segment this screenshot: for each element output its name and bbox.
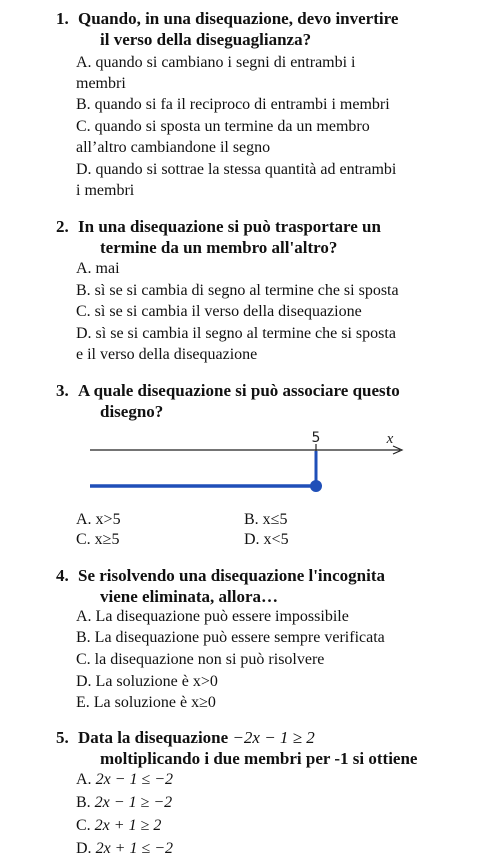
- question-1-option: D. quando si sottrae la stessa quantità ad entrambi: [76, 161, 397, 178]
- question-number: 2.: [56, 217, 69, 236]
- question-text-line: A quale disequazione si può associare questo: [78, 381, 400, 400]
- question-number: 5.: [56, 728, 69, 747]
- question-5-option: [76, 793, 172, 813]
- axis-label: x: [386, 431, 394, 447]
- question-number: 1.: [56, 9, 69, 28]
- question-text-line: il verso della diseguaglianza?: [100, 30, 312, 49]
- question-3-option-b: B. x≤5: [244, 511, 288, 528]
- question-4-option: A. La disequazione può essere impossibile: [76, 608, 349, 625]
- question-text-line: Data la disequazione: [78, 728, 233, 747]
- question-5-title: [56, 727, 493, 769]
- closed-endpoint-dot: [310, 480, 322, 492]
- question-text-line: disegno?: [100, 402, 164, 421]
- option-expression: 2x + 1 ≥ 2: [94, 817, 162, 834]
- question-1-option: membri: [76, 75, 126, 92]
- question-2-option: e il verso della disequazione: [76, 346, 258, 363]
- question-1-option: all’altro cambiandone il segno: [76, 139, 271, 156]
- option-label: B.: [76, 794, 95, 811]
- question-number: 3.: [56, 381, 69, 400]
- question-4-title: [56, 565, 493, 607]
- question-4-option: D. La soluzione è x>0: [76, 673, 218, 690]
- option-label: A.: [76, 771, 96, 788]
- question-text-line: viene eliminata, allora…: [100, 587, 279, 606]
- inequality-expression: −2x − 1 ≥ 2: [232, 728, 315, 747]
- question-3-option-a: A. x>5: [76, 511, 121, 528]
- question-2-option: C. sì se si cambia il verso della disequazione: [76, 303, 362, 320]
- option-label: D.: [76, 840, 96, 857]
- question-4-option: B. La disequazione può essere sempre verificata: [76, 629, 385, 646]
- question-5-option: [76, 770, 173, 790]
- question-1-option: B. quando si fa il reciproco di entrambi i membri: [76, 96, 390, 113]
- question-text-line: Quando, in una disequazione, devo invertire: [78, 9, 399, 28]
- option-expression: 2x − 1 ≥ −2: [94, 794, 173, 811]
- question-text-line: termine da un membro all'altro?: [100, 238, 338, 257]
- question-1-option: A. quando si cambiano i segni di entrambi i: [76, 54, 356, 71]
- question-1-option: i membri: [76, 182, 135, 199]
- option-expression: 2x − 1 ≤ −2: [95, 771, 174, 788]
- question-2-option: A. mai: [76, 260, 120, 277]
- option-expression: 2x + 1 ≤ −2: [95, 840, 174, 857]
- question-text-line: moltiplicando i due membri per -1 si ottiene: [100, 749, 418, 768]
- question-text-line: In una disequazione si può trasportare un: [78, 217, 381, 236]
- question-number: 4.: [56, 566, 69, 585]
- option-label: C.: [76, 817, 95, 834]
- question-3-option-c: C. x≥5: [76, 531, 120, 548]
- question-5-option: [76, 816, 161, 836]
- tick-label: 5: [311, 430, 321, 446]
- question-2-option: D. sì se si cambia il segno al termine che si sposta: [76, 325, 396, 342]
- question-3-option-d: D. x<5: [244, 531, 289, 548]
- question-4-option: E. La soluzione è x≥0: [76, 694, 216, 711]
- question-5-option: [76, 839, 173, 859]
- question-1-option: C. quando si sposta un termine da un membro: [76, 118, 370, 135]
- question-4-option: C. la disequazione non si può risolvere: [76, 651, 325, 668]
- question-2-option: B. sì se si cambia di segno al termine che si sposta: [76, 282, 399, 299]
- question-text-line: Se risolvendo una disequazione l'incognita: [78, 566, 385, 585]
